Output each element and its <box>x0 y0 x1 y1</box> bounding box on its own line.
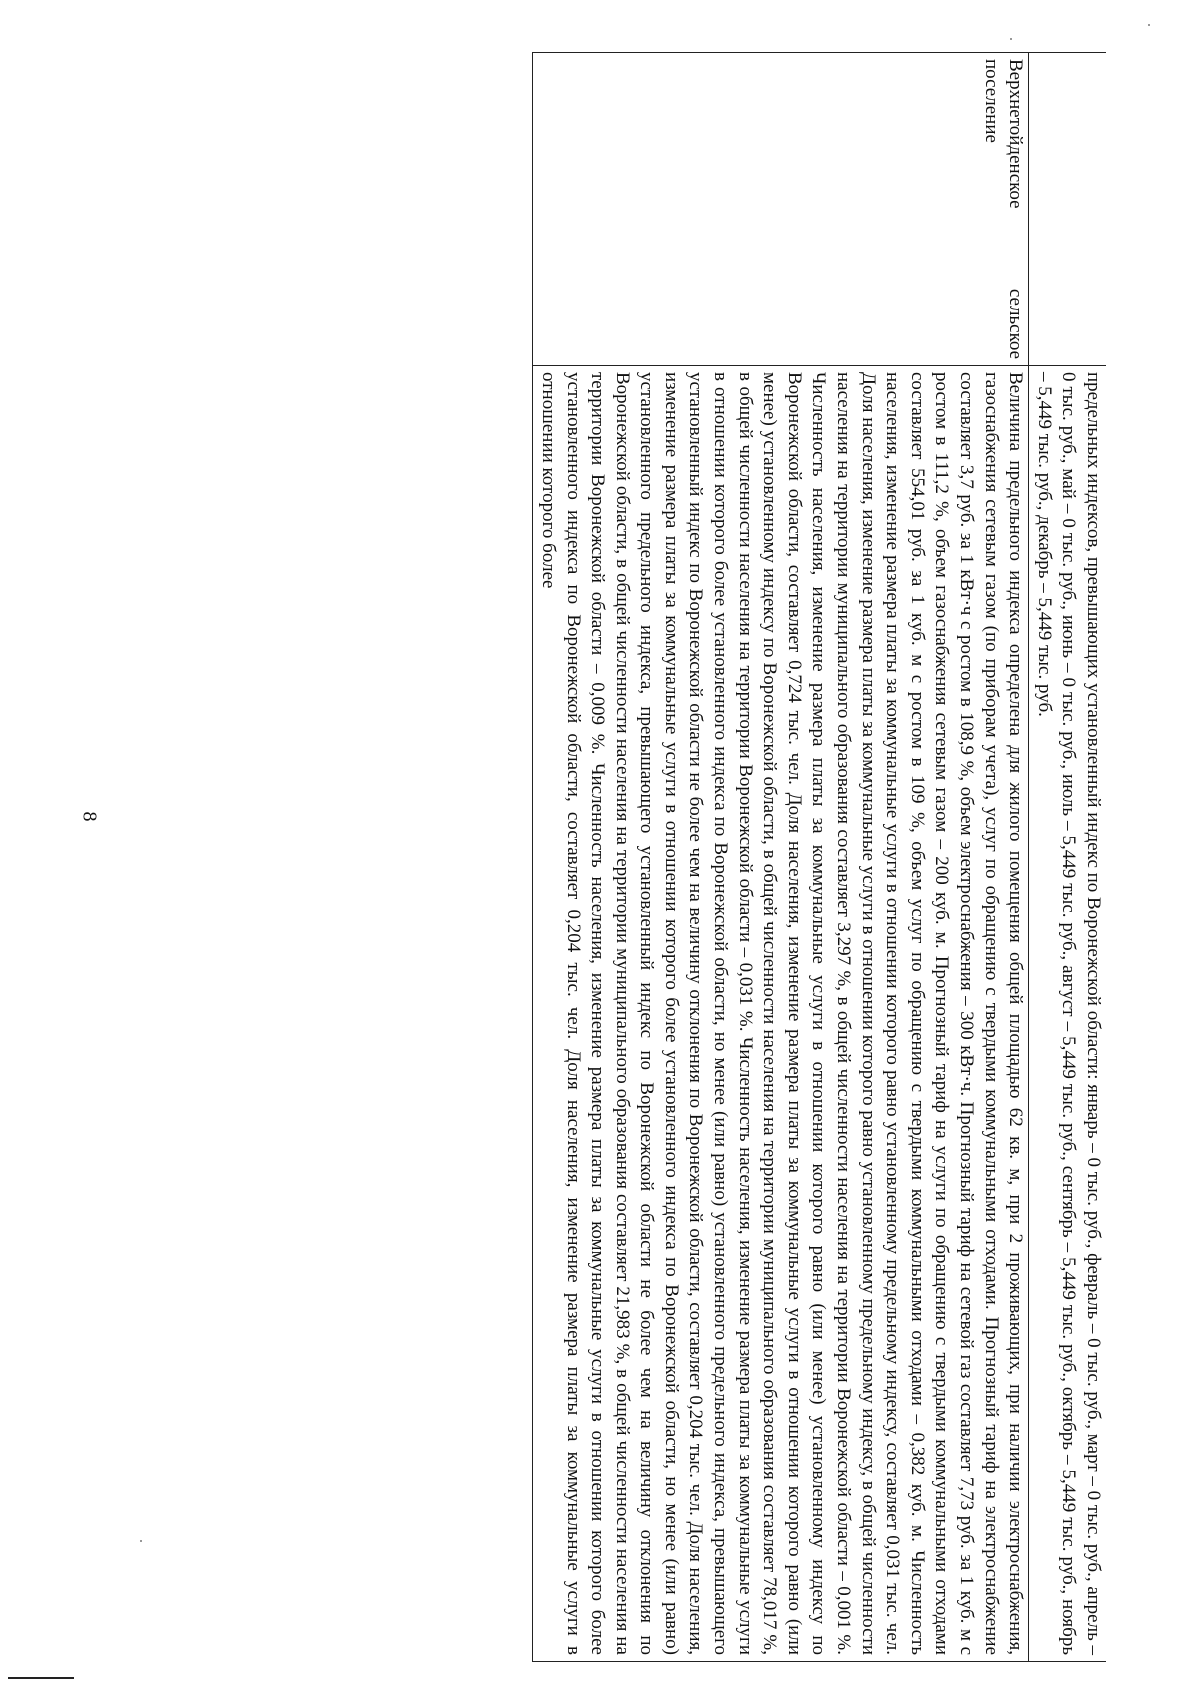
scan-speck <box>140 1540 142 1542</box>
description-cell: Величина предельного индекса определена для жилого помещения общей площадью 62 кв. м, при 2 проживающих, при наличии электроснабжения, газоснабжения сетевым газом (по приборам учета), услуг по обращению с твердыми коммунальными отходами. Прогнозный тариф на электроснабжение составляет 3,7 руб. за 1 кВт·ч с ростом в 108,9 %, объем электроснабжения – 300 кВт·ч. Прогнозный тариф на сетевой газ составляет 7,73 руб. за 1 куб. м с ростом в 111,2 %, объем газоснабжения сетевым газом – 200 куб. м. Прогнозный тариф на услуги по обращению с твердыми коммунальными отходами составляет 554,01 руб. за 1 куб. м с ростом в 109 %, объем услуг по обращению с твердыми коммунальными отходами – 0,382 куб. м. Численность населения, изменение размера платы за коммунальные услуги в отношении которого равно установленному предельному индексу, составляет 0,031 тыс. чел. Доля населения, изменение размера платы за коммунальные услуги в отношении которого равно установленному предельному индексу, в общей численности населения на территории муниципального образования составляет 3,297 %, в общей численности населения на территории Воронежской области – 0,001 %. Численность населения, изменение размера платы за коммунальные услуги в отношении которого равно (или менее) установленному индексу по Воронежской области, составляет 0,724 тыс. чел. Доля населения, изменение размера платы за коммунальные услуги в отношении которого равно (или менее) установленному индексу по Воронежской области, в общей численности населения на территории муниципального образования составляет 78,017 %, в общей численности населения на территории Воронежской области – 0,031 %. Численность населения, изменение размера платы за коммунальные услуги в отношении которого более установленного индекса по Воронежской области, но менее (или равно) установленного предельного индекса, превышающего установленный индекс по Воронежской области не более чем на величину отклонения по Воронежской области, составляет 0,204 тыс. чел. Доля населения, изменение размера платы за коммунальные услуги в отношении которого более установленного индекса по Воронежской области, но менее (или равно) установленного предельного индекса, превышающего установленный индекс по Воронежской области не более чем на величину отклонения по Воронежской области, в общей численности населения на территории муниципального образования составляет 21,983 %, в общей численности населения на территории Воронежской области – 0,009 %. Численность населения, изменение размера платы за коммунальные услуги в отношении которого более установленного индекса по Воронежской области, составляет 0,204 тыс. чел. Доля населения, изменение размера платы за коммунальные услуги в отношении которого более <box>533 366 1029 1662</box>
scan-speck <box>1148 24 1150 26</box>
rotated-page-content <box>173 52 1106 1656</box>
scan-speck <box>1010 38 1012 40</box>
tariff-index-table <box>532 52 1106 1662</box>
scan-edge-line <box>8 1677 74 1679</box>
municipality-cell <box>1029 53 1106 366</box>
municipality-cell: Верхнетойденское сельское поселение <box>533 53 1029 366</box>
table-row <box>533 53 1029 1662</box>
table-row <box>1029 53 1106 1662</box>
page-number: 8 <box>78 811 101 822</box>
description-cell: предельных индексов, превышающих установленный индекс по Воронежской области: январь – 0 тыс. руб., февраль – 0 тыс. руб., март – 0 тыс. руб., апрель – 0 тыс. руб., май – 0 тыс. руб., июнь – 0 тыс. руб., июль – 5,449 тыс. руб., август – 5,449 тыс. руб., сентябрь – 5,449 тыс. руб., октябрь – 5,449 тыс. руб., ноябрь – 5,449 тыс. руб., декабрь – 5,449 тыс. руб. <box>1029 366 1106 1662</box>
